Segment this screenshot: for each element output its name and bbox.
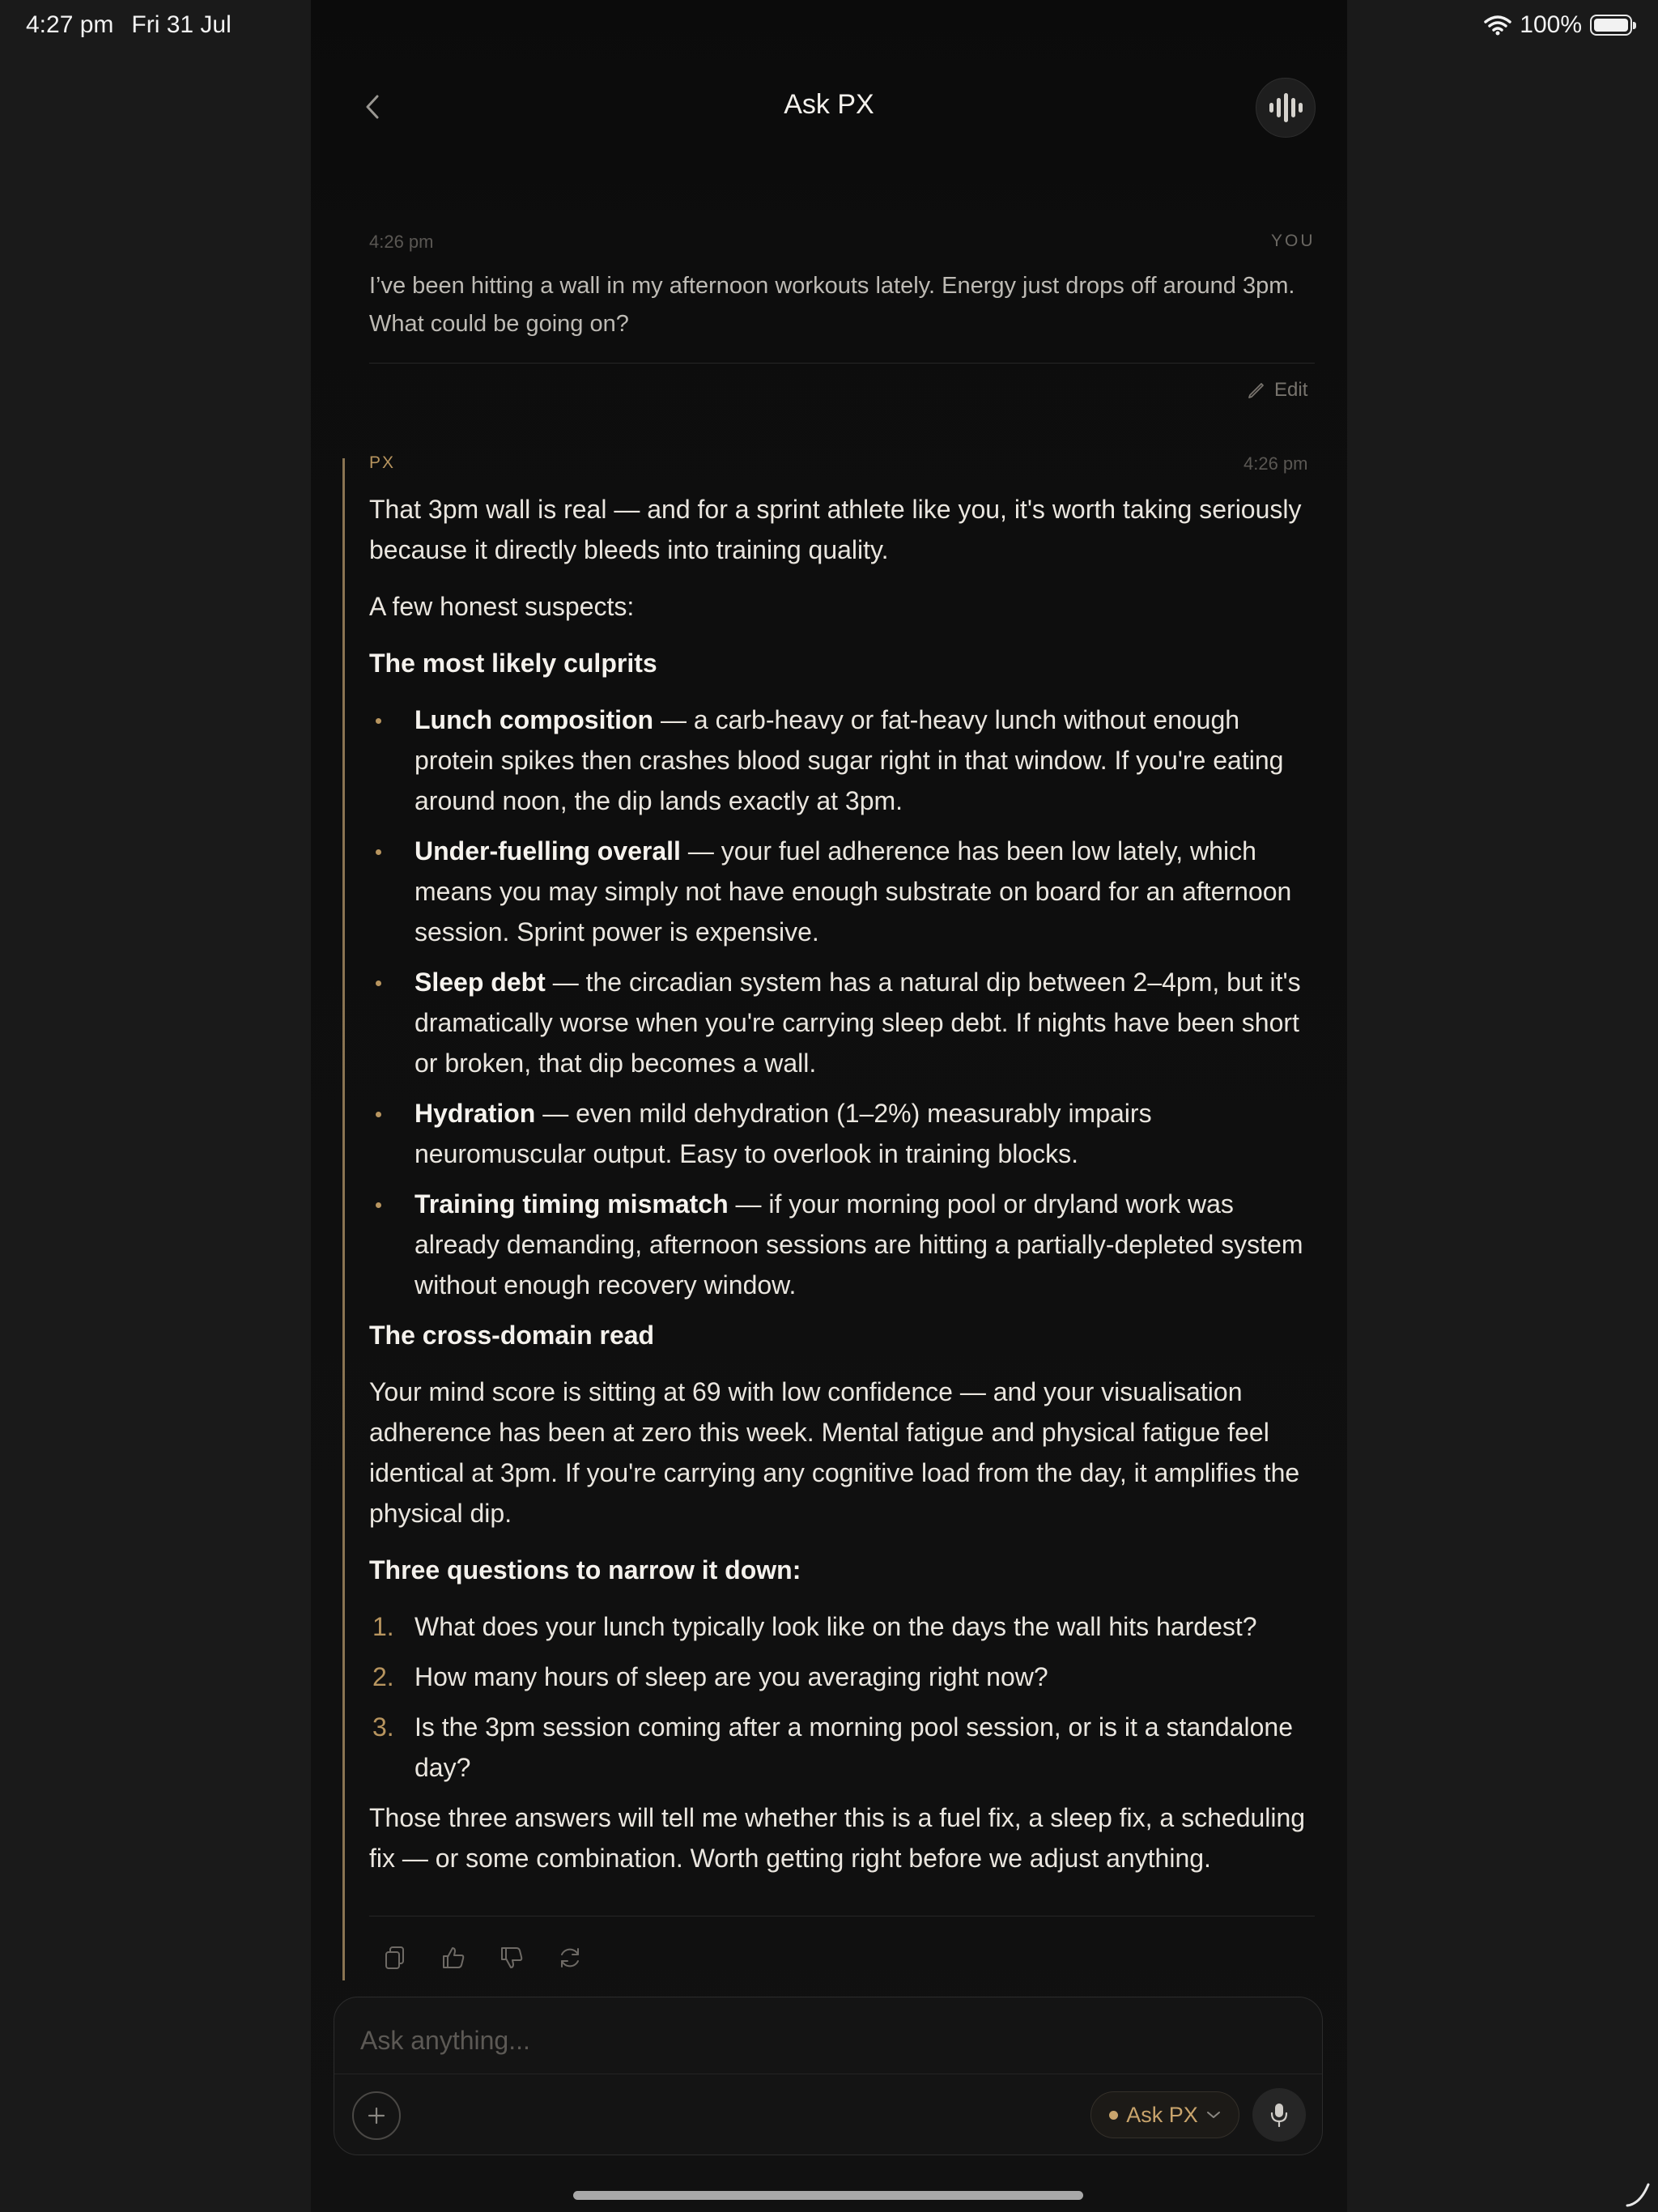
bullet-dot [376, 849, 381, 855]
model-status-dot [1109, 2111, 1118, 2120]
section-heading-cross-domain: The cross-domain read [369, 1321, 655, 1350]
battery-percent: 100% [1520, 11, 1582, 38]
list-item-title: Hydration [414, 1099, 536, 1128]
list-item [369, 962, 1318, 1083]
bullet-dot [376, 1202, 381, 1208]
section-heading-questions: Three questions to narrow it down: [369, 1555, 801, 1585]
pencil-hover-icon [1624, 2180, 1653, 2209]
microphone-button[interactable] [1252, 2088, 1306, 2142]
list-item [369, 1093, 1318, 1174]
chevron-down-icon [1206, 2110, 1221, 2120]
model-selector[interactable] [1090, 2091, 1239, 2138]
thumbs-up-icon [441, 1946, 466, 1970]
status-time: 4:27 pm [26, 11, 114, 38]
list-item-title: Sleep debt [414, 968, 546, 997]
wifi-icon [1484, 15, 1511, 36]
message-divider [369, 363, 1315, 364]
list-item-text: Is the 3pm session coming after a morning pool session, or is it a standalone day? [414, 1712, 1294, 1782]
microphone-icon [1269, 2102, 1289, 2128]
questions-list [369, 1606, 1318, 1788]
list-item [369, 700, 1318, 821]
assistant-message-body [369, 489, 1318, 1895]
plus-icon [367, 2106, 386, 2125]
list-item-text: — if your morning pool or dryland work was already demanding, afternoon sessions are hitting a partially-depleted system without enough recovery window. [414, 1189, 1303, 1300]
model-label: Ask PX [1126, 2102, 1198, 2127]
list-item-title: Lunch composition [414, 705, 654, 734]
list-item-text: How many hours of sleep are you averaging right now? [414, 1662, 1048, 1691]
thumbs-down-icon [500, 1946, 524, 1970]
attach-button[interactable] [352, 2091, 401, 2140]
assistant-label: PX [369, 453, 396, 472]
battery-fill [1594, 19, 1628, 32]
user-message-label: YOU [1271, 232, 1316, 250]
list-item [369, 1707, 1318, 1788]
response-closing: Those three answers will tell me whether this is a fuel fix, a sleep fix, a scheduling fix — or some combination. Worth getting right before we adjust anything. [369, 1803, 1306, 1873]
list-number: 3. [372, 1712, 394, 1742]
list-item-text: — your fuel adherence has been low lately, which means you may simply not have enough substrate on board for an afternoon session. Sprint power is expensive. [414, 836, 1292, 946]
message-actions [380, 1943, 585, 1972]
status-bar-right [1484, 11, 1632, 39]
list-item-text: What does your lunch typically look like on the days the wall hits hardest? [414, 1612, 1257, 1641]
user-message-time: 4:26 pm [369, 232, 434, 252]
page-title: Ask PX [784, 89, 874, 120]
list-item [369, 1657, 1318, 1697]
assistant-message-time: 4:26 pm [1244, 453, 1308, 474]
response-lead: A few honest suspects: [369, 592, 635, 621]
list-item [369, 1184, 1318, 1305]
bullet-dot [376, 718, 381, 724]
section-heading-culprits: The most likely culprits [369, 649, 657, 678]
copy-button[interactable] [380, 1943, 410, 1972]
list-item-title: Training timing mismatch [414, 1189, 729, 1219]
right-panel [1347, 0, 1658, 2212]
cross-domain-text: Your mind score is sitting at 69 with low confidence — and your visualisation adherence has been at zero this week. Mental fatigue and physical fatigue feel identical at 3pm. If you're carrying any cognitive load from the day, it amplifies the physical dip. [369, 1377, 1300, 1528]
list-item-text: — even mild dehydration (1–2%) measurably impairs neuromuscular output. Easy to overlook in training blocks. [414, 1099, 1152, 1168]
list-number: 2. [372, 1662, 394, 1691]
response-accent-rule [342, 458, 345, 1980]
bullet-dot [376, 1112, 381, 1117]
edit-label: Edit [1274, 379, 1308, 401]
user-message-text: I’ve been hitting a wall in my afternoon workouts lately. Energy just drops off around 3pm. What could be going on? [369, 273, 1295, 337]
list-item-text: — a carb-heavy or fat-heavy lunch without enough protein spikes then crashes blood sugar right in that window. If you're eating around noon, the dip lands exactly at 3pm. [414, 705, 1284, 815]
voice-mode-button[interactable] [1256, 78, 1316, 138]
thumbs-up-button[interactable] [439, 1943, 468, 1972]
list-item-text: — the circadian system has a natural dip between 2–4pm, but it's dramatically worse when you're carrying sleep debt. If nights have been short or broken, that dip becomes a wall. [414, 968, 1301, 1078]
waveform-icon [1268, 91, 1303, 124]
message-input[interactable] [360, 2020, 1291, 2061]
home-indicator[interactable] [573, 2191, 1083, 2200]
regenerate-button[interactable] [555, 1943, 585, 1972]
copy-icon [384, 1946, 406, 1970]
culprits-list [369, 700, 1318, 1305]
thumbs-down-button[interactable] [497, 1943, 526, 1972]
response-intro: That 3pm wall is real — and for a sprint athlete like you, it's worth taking seriously because it directly bleeds into training quality. [369, 495, 1302, 564]
list-item [369, 1606, 1318, 1647]
status-bar-left [26, 11, 232, 39]
pencil-icon [1247, 381, 1266, 400]
left-panel [0, 0, 311, 2212]
list-item-title: Under-fuelling overall [414, 836, 681, 866]
refresh-icon [558, 1946, 582, 1970]
edit-button[interactable] [1247, 379, 1307, 402]
battery-icon [1590, 15, 1632, 36]
composer [334, 1997, 1323, 2155]
bullet-dot [376, 981, 381, 986]
list-item [369, 831, 1318, 952]
list-number: 1. [372, 1612, 394, 1641]
status-date: Fri 31 Jul [131, 11, 232, 38]
